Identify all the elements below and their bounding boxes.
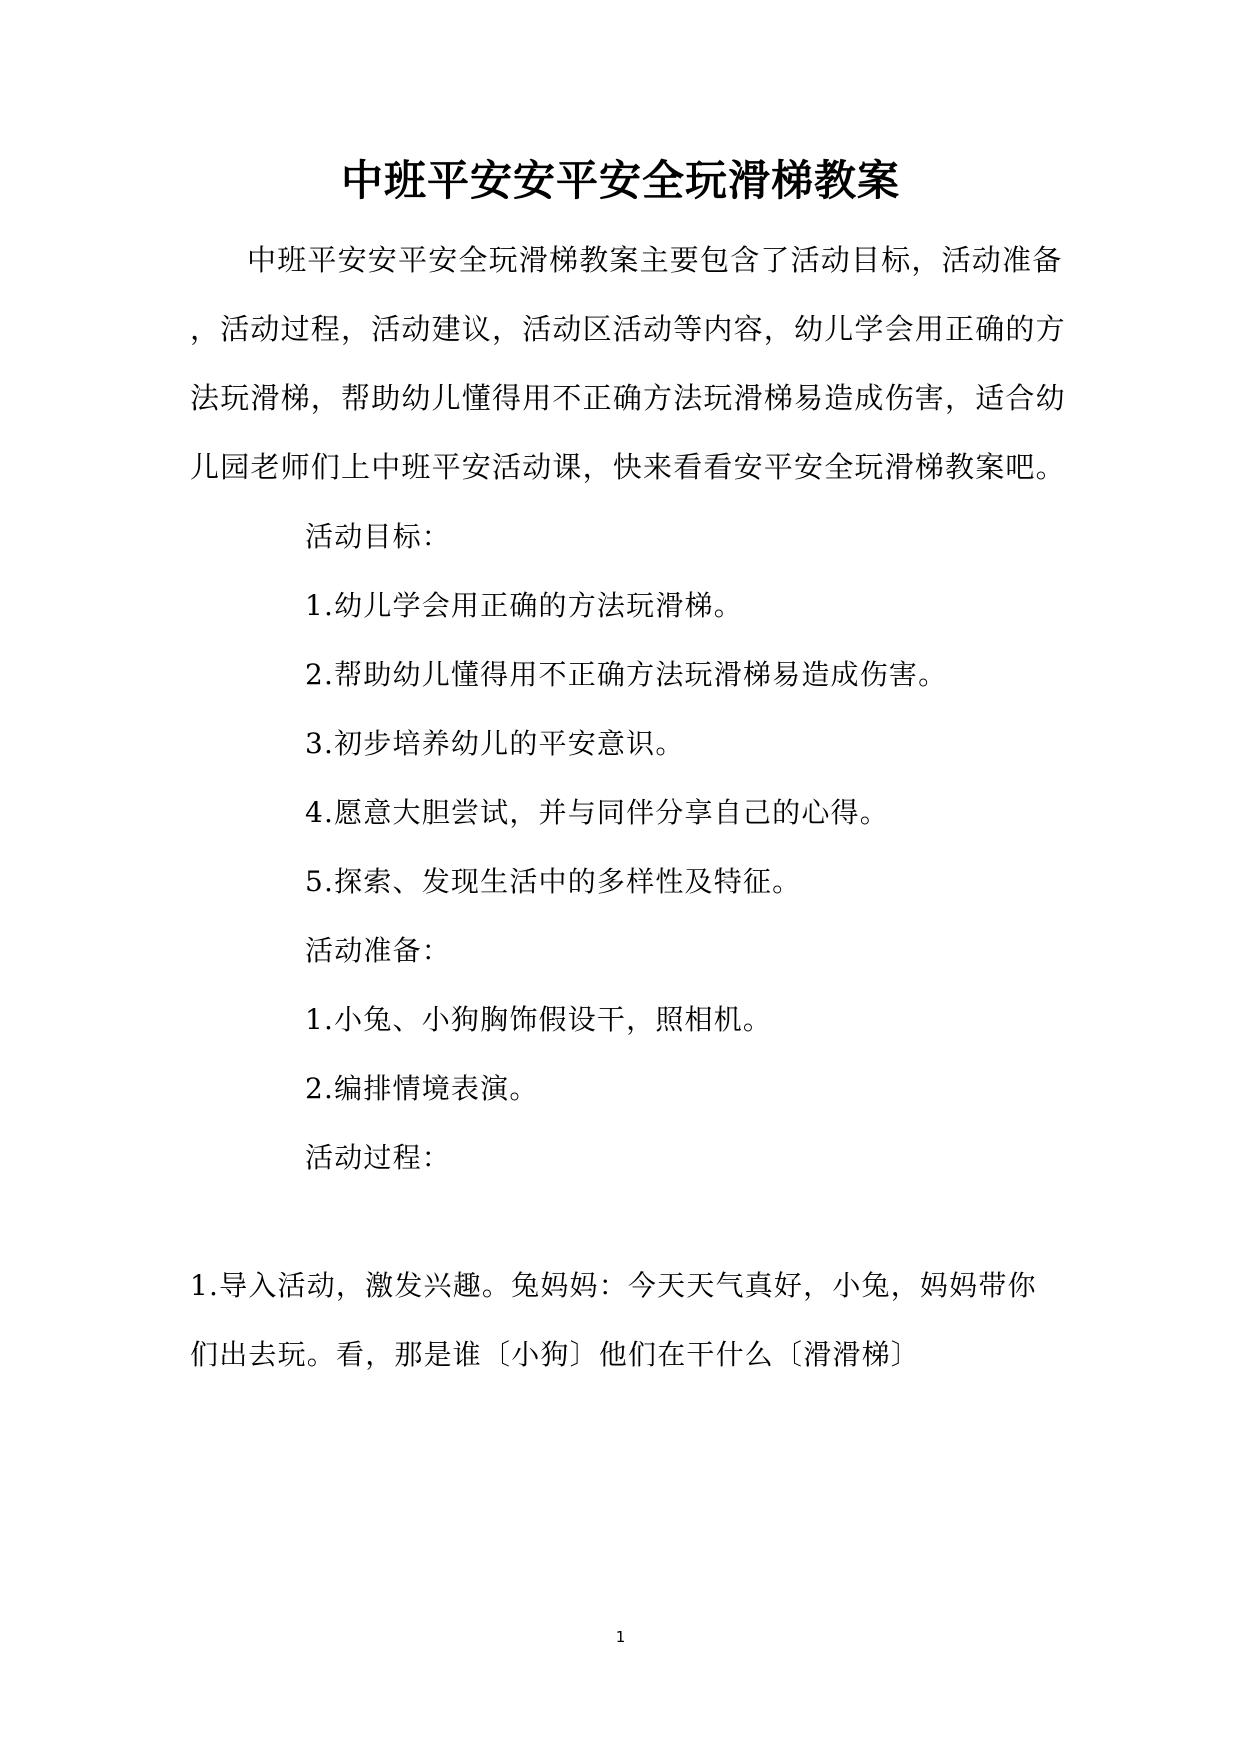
document-title: 中班平安安平安全玩滑梯教案	[340, 156, 900, 205]
goal-item: 3.初步培养幼儿的平安意识。	[305, 727, 685, 760]
process-line: 1.导入活动，激发兴趣。兔妈妈：今天天气真好，小兔，妈妈带你	[190, 1269, 1037, 1302]
intro-line: 儿园老师们上中班平安活动课，快来看看安平安全玩滑梯教案吧。	[190, 450, 1066, 484]
section-heading-process: 活动过程：	[305, 1141, 452, 1174]
process-line: 们出去玩。看，那是谁〔小狗〕他们在干什么〔滑滑梯〕	[190, 1338, 921, 1371]
section-heading-goals: 活动目标：	[305, 520, 452, 553]
intro-line: ，活动过程，活动建议，活动区活动等内容，幼儿学会用正确的方	[190, 312, 1066, 346]
intro-line: 中班平安安平安全玩滑梯教案主要包含了活动目标，活动准备	[247, 243, 1063, 277]
preparation-item: 1.小兔、小狗胸饰假设干，照相机。	[305, 1003, 773, 1036]
section-heading-preparation: 活动准备：	[305, 934, 452, 967]
page-number: 1	[615, 1628, 626, 1646]
goal-item: 5.探索、发现生活中的多样性及特征。	[305, 865, 802, 898]
goal-item: 4.愿意大胆尝试，并与同伴分享自己的心得。	[305, 796, 889, 829]
goal-item: 2.帮助幼儿懂得用不正确方法玩滑梯易造成伤害。	[305, 658, 948, 691]
goal-item: 1.幼儿学会用正确的方法玩滑梯。	[305, 589, 743, 622]
preparation-item: 2.编排情境表演。	[305, 1072, 539, 1105]
intro-line: 法玩滑梯，帮助幼儿懂得用不正确方法玩滑梯易造成伤害，适合幼	[190, 381, 1066, 415]
